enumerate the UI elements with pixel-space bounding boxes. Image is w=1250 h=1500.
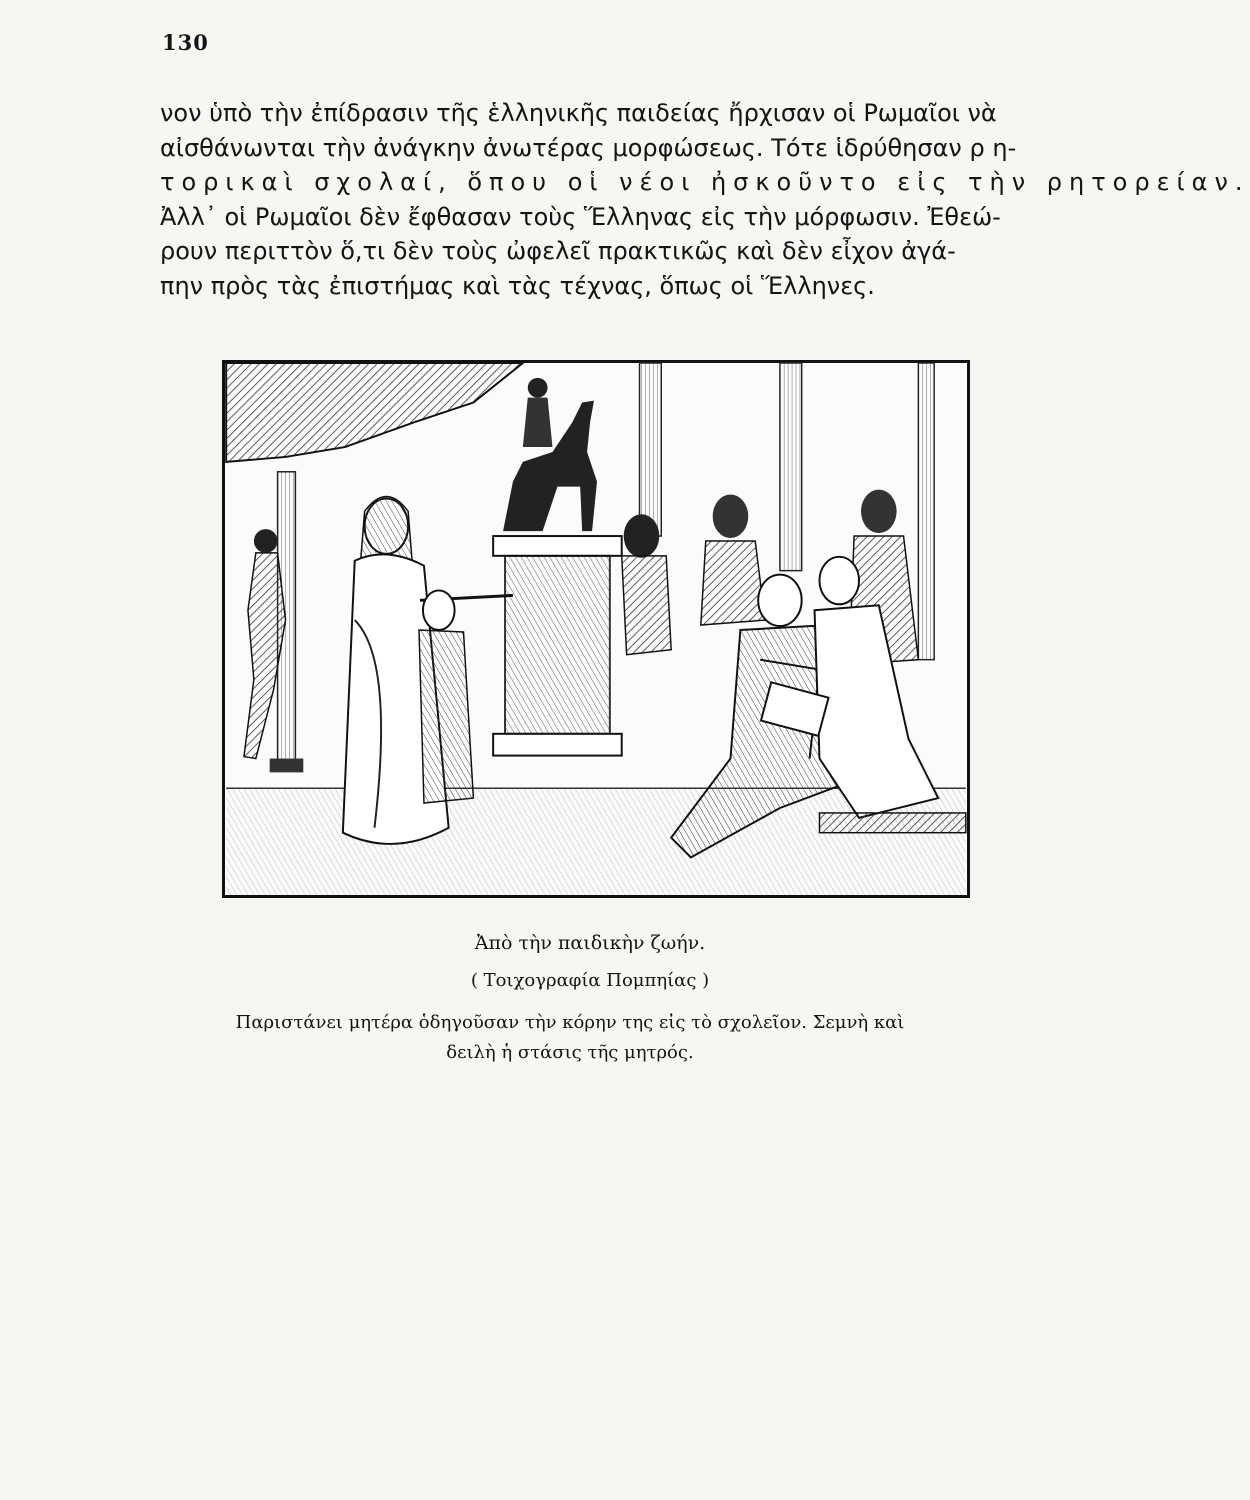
fresco-engraving (225, 363, 967, 895)
body-line: Ἀλλ᾽ οἱ Ρωμαῖοι δὲν ἔφθασαν τοὺς Ἕλληνας εἰς τὴν μόρφωσιν. Ἐθεώ- (160, 202, 1001, 231)
body-paragraph (160, 96, 1250, 303)
body-line: αἰσθάνωνται τὴν ἀνάγκην ἀνωτέρας μορφώσεως. Τότε ἱδρύθησαν ρ η- (160, 133, 1017, 162)
caption-description-line: Παριστάνει μητέρα ὁδηγοῦσαν τὴν κόρην της εἰς τὸ σχολεῖον. Σεμνὴ καὶ (235, 1012, 905, 1033)
page-number: 130 (162, 30, 209, 55)
caption-description-line: δειλὴ ἡ στάσις τῆς μητρός. (446, 1042, 694, 1063)
body-line: νον ὑπὸ τὴν ἐπίδρασιν τῆς ἑλληνικῆς παιδείας ἤρχισαν οἱ Ρωμαῖοι νὰ (160, 99, 997, 127)
caption-source: ( Τοιχογραφία Πομπηίας ) (470, 970, 710, 991)
pompeii-fresco-illustration (222, 360, 970, 898)
caption-title: Ἀπὸ τὴν παιδικὴν ζωήν. (474, 932, 706, 954)
body-line: ρουν περιττὸν ὅ,τι δὲν τοὺς ὠφελεῖ πρακτικῶς καὶ δὲν εἶχον ἀγά- (160, 237, 956, 265)
body-line: τορικαὶ σχολαί, ὅπου οἱ νέοι ἠσκοῦντο εἰς τὴν ρητορείαν. (160, 168, 1250, 196)
caption-description (175, 1008, 965, 1068)
body-line: πην πρὸς τὰς ἐπιστήμας καὶ τὰς τέχνας, ὅπως οἱ Ἕλληνες. (160, 271, 875, 300)
